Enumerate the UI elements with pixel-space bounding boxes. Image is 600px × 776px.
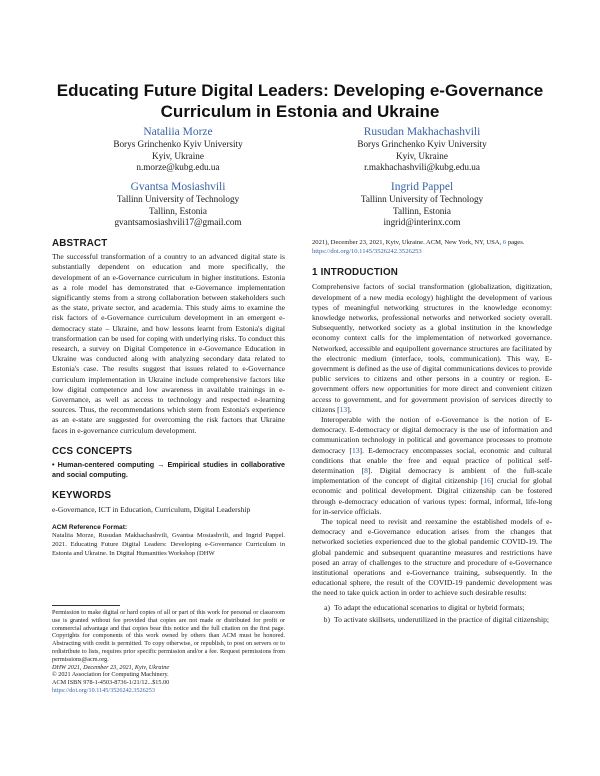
acm-reference-continued — [312, 239, 552, 256]
author-email: ingrid@interinx.com — [383, 217, 461, 227]
intro-paragraph-3: The topical need to revisit and reexamine the established models of e-democracy and e-Governance education arises from the changes that networked societies experienced due to the global pandemic COVID-19. The global pandemic and subsequent quarantine measures and restrictions have posed an array of challenges to the structure and procedure of e-Governance institutional operations and e-Governance training, subsequently. In the educational sphere, the result of the COVID-19 pandemic development was the need to take quick action in order to achieve such desirable results: — [312, 517, 552, 598]
author-name: Rusudan Makhachashvili — [363, 126, 481, 138]
author-name: Ingrid Pappel — [390, 181, 454, 193]
author-affiliation: Borys Grinchenko Kyiv University — [113, 139, 243, 149]
doi-link[interactable]: https://doi.org/10.1145/3526242.3526253 — [52, 686, 155, 694]
intro-paragraph-2 — [312, 415, 552, 517]
desired-results-list — [312, 603, 552, 625]
ccs-heading: CCS CONCEPTS — [52, 445, 133, 457]
title-line-1: Educating Future Digital Leaders: Developing e-Governance — [56, 81, 544, 100]
page-count-suffix: pages. — [506, 239, 525, 246]
keywords-heading: KEYWORDS — [52, 490, 112, 502]
acm-reference — [52, 524, 285, 558]
isbn-line: ACM ISBN 978-1-4503-8736-1/21/12...$15.00 — [52, 679, 170, 687]
intro-p1-text: Comprehensive factors of social transformation (globalization, digitization, development of a new media ecology) highlight the development of various types of meaningful networking structures in the knowledge economy: knowledge networks, professional networks and networked society overall. Subsequently, networked society as a global institution in the knowledge economy context calls for the implementation of networked governance. Networked, accessible and equipollent governance structures are facilitated by the electronic medium (interface, tools, communication). This way, E-government is defined as the use of digital communications devices to provide public services to citizens and other persons in a country or region. E-government offers new opportunities for more direct and convenient citizen access to government, and for government provision of services directly to citizens [ — [312, 282, 552, 414]
left-column — [52, 239, 285, 558]
author-name: Gvantsa Mosiashvili — [130, 181, 226, 193]
intro-p2-text-d: ] crucial for global economic and political development. Digital citizenship can be fostered through e-democracy education of various types: formal, informal, life-long for in-service officials. — [312, 476, 552, 516]
author-block-4 — [302, 180, 542, 229]
citation-link[interactable]: 8 — [364, 466, 368, 476]
list-item — [312, 615, 552, 625]
permission-text: Permission to make digital or hard copies of all or part of this work for personal or classroom use is granted without fee provided that copies are not made or distributed for profit or commercial advantage and that copies bear this notice and the full citation on the first page. Copyrights for components of this work owned by others than ACM must be honored. Abstracting with credit is permitted. To copy otherwise, or republish, to post on servers or to redistribute to lists, requires prior specific permission and/or a fee. Request permissions from permissions@acm.org. — [52, 609, 285, 663]
ccs-text: • Human-centered computing → Empirical studies in collaborative and social computing. — [52, 460, 285, 480]
author-name: Nataliia Morze — [143, 126, 213, 138]
title-line-2: Curriculum in Estonia and Ukraine — [160, 102, 440, 121]
list-item-text: To activate skillsets, underutilized in the practice of digital citizenship; — [334, 614, 549, 624]
reference-doi-link[interactable]: https://doi.org/10.1145/3526242.3526253 — [312, 247, 422, 255]
list-marker: a) — [324, 602, 330, 612]
citation-link[interactable]: 13 — [339, 404, 348, 414]
intro-p2-text-c: ]. Digital democracy is ambient of the full-scale implementation of the concept of digital citizenship [ — [312, 466, 552, 486]
author-affiliation: Tallinn University of Technology — [116, 194, 240, 204]
intro-paragraph-1 — [312, 282, 552, 415]
acm-reference-text: Nataliia Morze, Rusudan Makhachashvili, Gvantsa Mosiashvili, and Ingrid Pappel. 2021. Educating Future Digital Leaders: Developing e-Governance Curriculum in Estonia and Ukraine. In Digital Humanities Workshop (DHW — [52, 532, 285, 557]
list-item — [312, 603, 552, 613]
author-email: r.makhachashvili@kubg.edu.ua — [364, 162, 480, 172]
introduction-heading: 1 INTRODUCTION — [312, 267, 399, 279]
venue-line: DHW 2021, December 23, 2021, Kyiv, Ukraine — [52, 663, 170, 671]
keywords-text: e-Governance, ICT in Education, Curriculum, Digital Leadership — [52, 504, 251, 514]
page-count: 6 — [502, 239, 507, 246]
author-block-2 — [302, 125, 542, 174]
list-item-text: To adapt the educational scenarios to digital or hybrid formats; — [334, 602, 525, 612]
footnote-rule — [52, 605, 120, 606]
right-column — [312, 239, 552, 625]
author-email: gvantsamosiashvili17@gmail.com — [114, 217, 242, 227]
author-affiliation: Tallinn University of Technology — [360, 194, 484, 204]
author-block-3 — [58, 180, 298, 229]
abstract-text: The successful transformation of a country to an advanced digital state is substantially dependent on education and more specifically, the development of an e-Governance curriculum in higher institutions. Estonia as a role model has demonstrated that e-Governance implementation significantly stems from a strong collaboration between stakeholders such as the state, private sector, and academia. This study aims to examine the risk factors of e-Governance curriculum development in an emergent e-democracy state – Ukraine, and how lessons learnt from Estonia's digital transformation can be used for coping with underlying risks. To conduct this research, a survey on Digital Competence in e-Governance Education in Ukraine was conducted along with analyzing secondary data related to Estonia's case. The results suggest that issues related to e-Governance curriculum implementation in Ukraine include comprehensive factors like low digital competence and low awareness in available trainings in e-Governance, as well as access to technology and respected e-learning sources. Thus, the recommendations which stem from Estonia's experience as an e-state are suggested for overcoming the risk factors that Ukraine faces in e-governance curriculum development. — [52, 252, 285, 435]
author-location: Kyiv, Ukraine — [396, 150, 448, 161]
intro-p2-text-a: Interoperable with the notion of e-Governance is the notion of E-democracy. E-democracy or digital democracy is the use of information and communication technology in political and governance processes to promote democracy [ — [312, 415, 552, 455]
acm-reference-cont: 2021), December 23, 2021, Kyiv, Ukraine. ACM, New York, NY, USA, — [312, 239, 503, 246]
author-email: n.morze@kubg.edu.ua — [136, 162, 220, 172]
paper-title — [40, 80, 560, 122]
citation-link[interactable]: 16 — [483, 476, 491, 486]
acm-reference-heading: ACM Reference Format: — [52, 523, 128, 531]
intro-p1-end: ]. — [347, 404, 352, 414]
author-block-1 — [58, 125, 298, 174]
abstract-heading: ABSTRACT — [52, 238, 108, 249]
permission-block — [52, 609, 285, 695]
author-location: Tallinn, Estonia — [392, 205, 452, 216]
list-marker: b) — [323, 614, 330, 624]
intro-p2-text-b: ]. E-democracy encompasses social, economic and cultural conditions that enable the free and equal practice of political self-determination [ — [312, 445, 552, 476]
citation-link[interactable]: 13 — [351, 445, 360, 455]
author-affiliation: Borys Grinchenko Kyiv University — [357, 139, 487, 149]
copyright-line: © 2021 Association for Computing Machinery. — [52, 671, 169, 679]
author-location: Kyiv, Ukraine — [152, 150, 204, 161]
author-location: Tallinn, Estonia — [148, 205, 208, 216]
